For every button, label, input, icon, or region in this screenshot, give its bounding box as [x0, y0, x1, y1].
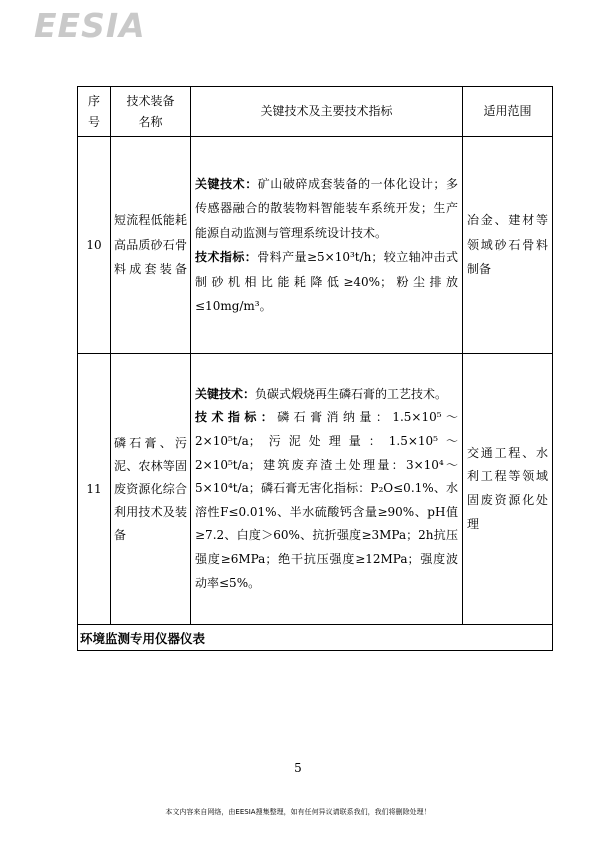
- table-header-row: [78, 87, 553, 137]
- category-title: 环境监测专用仪器仪表: [78, 625, 553, 651]
- equipment-table: [77, 86, 553, 651]
- key-tech-text: 矿山破碎成套装备的一体化设计；多传感器融合的散装物料智能装车系统开发；生产能源自动监测与管理系统设计技术。: [195, 176, 458, 240]
- key-tech-label: 关键技术：: [195, 176, 258, 191]
- indicator-label: 技术指标：: [195, 250, 258, 264]
- header-serial: 序 号: [78, 87, 111, 137]
- table-row: [78, 354, 553, 625]
- header-key-tech: 关键技术及主要技术指标: [191, 87, 463, 137]
- equipment-name: 磷石膏、污泥、农林等固废资源化综合利用技术及装备: [111, 354, 191, 625]
- tech-description: [191, 354, 463, 625]
- category-row: [78, 625, 553, 651]
- eesia-logo: EESIA: [34, 6, 146, 45]
- indicator-label: 技术指标：: [195, 410, 278, 425]
- header-equipment-name: 技术装备 名称: [111, 87, 191, 137]
- footer-disclaimer: 本文内容来自网络，由EESIA搜集整理，如有任何异议请联系我们，我们将删除处理！: [165, 808, 431, 816]
- application-scope: 冶金、建材等领域砂石骨料制备: [463, 137, 553, 354]
- key-tech-label: 关键技术：: [195, 386, 256, 401]
- table-row: [78, 137, 553, 354]
- row-number: 11: [78, 354, 111, 625]
- tech-description: [191, 137, 463, 354]
- equipment-name: 短流程低能耗高品质砂石骨料成套装备: [111, 137, 191, 354]
- page-number: 5: [294, 761, 302, 775]
- application-scope: 交通工程、水利工程等领域固废资源化处理: [463, 354, 553, 625]
- key-tech-text: 负碳式煅烧再生磷石膏的工艺技术。: [255, 386, 448, 401]
- header-scope: 适用范围: [463, 87, 553, 137]
- indicator-text: 磷石膏消纳量：1.5×10⁵～2×10⁵t/a；污泥处理量：1.5×10⁵～2×10⁵t/a；建筑废弃渣土处理量：3×10⁴～5×10⁴t/a；磷石膏无害化指标：P₂O≤0.1%、水溶性F≤0.01%、半水硫酸钙含量≥90%、pH值≥7.2、白度＞60%、抗折强度≥3MPa；2h抗压强度≥6MPa；绝干抗压强度≥12MPa；强度波动率≤5%。: [195, 410, 458, 590]
- indicator-text: 骨料产量≥5×10³t/h；较立轴冲击式制砂机相比能耗降低≥40%；粉尘排放≤10mg/m³。: [195, 250, 458, 313]
- row-number: 10: [78, 137, 111, 354]
